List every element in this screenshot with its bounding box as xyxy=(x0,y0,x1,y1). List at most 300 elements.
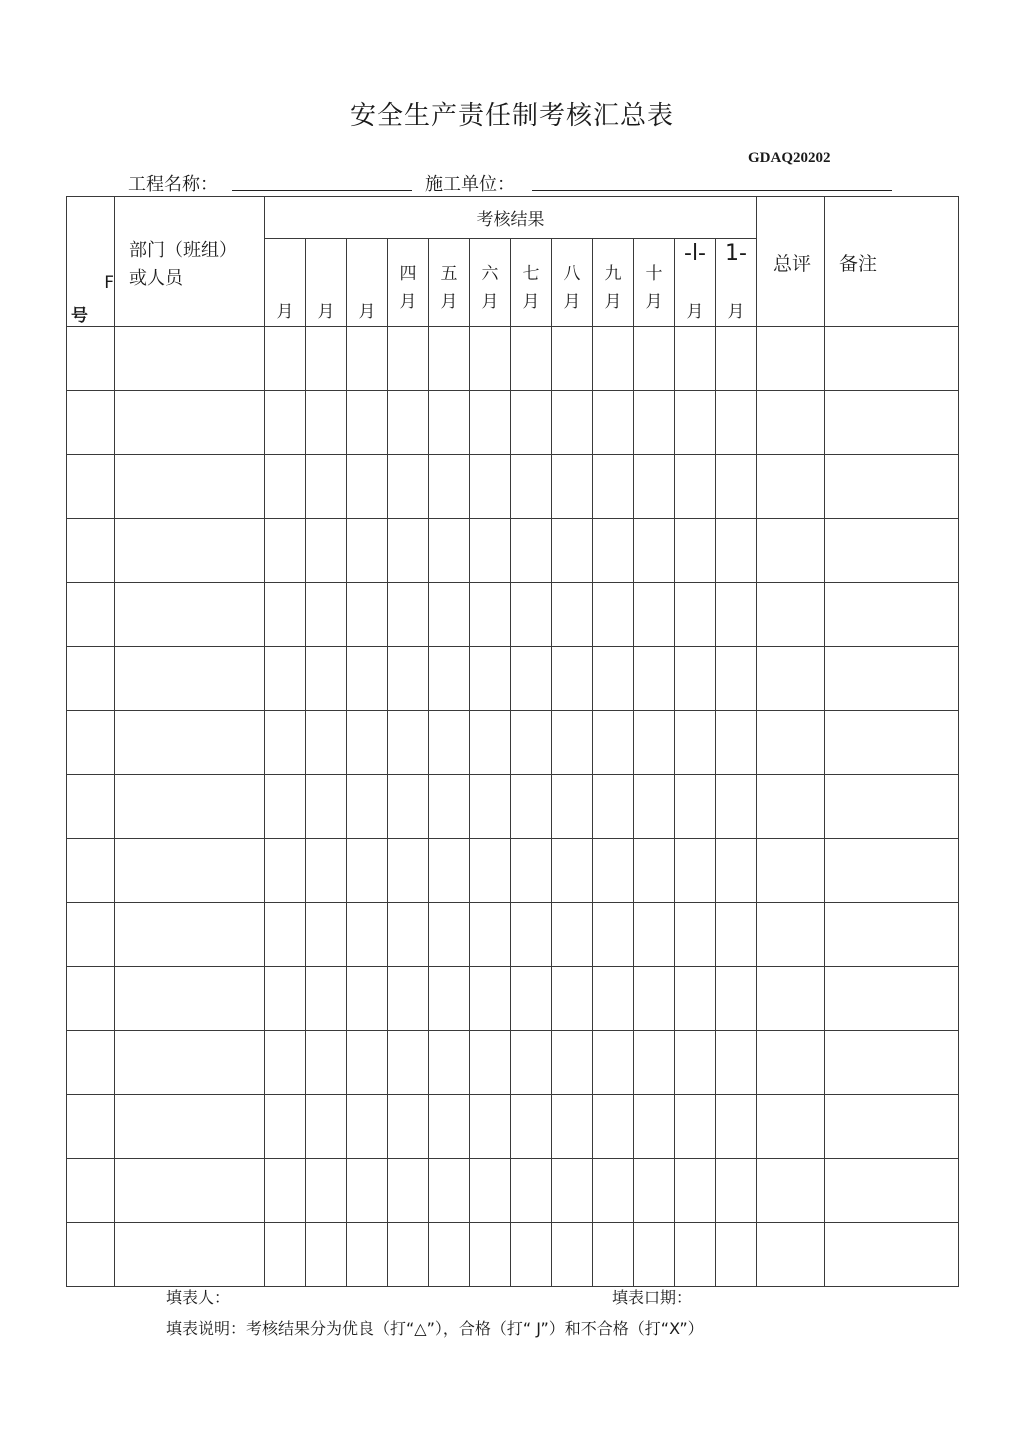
table-cell[interactable] xyxy=(67,903,115,967)
table-cell[interactable] xyxy=(825,1159,959,1223)
month-number: 十 xyxy=(645,264,663,284)
construction-unit-label: 施工单位： xyxy=(425,174,515,195)
table-cell[interactable] xyxy=(552,455,593,519)
table-row xyxy=(67,903,959,967)
month-number: 五 xyxy=(440,264,458,284)
table-cell[interactable] xyxy=(306,519,347,583)
table-cell[interactable] xyxy=(347,647,388,711)
table-cell[interactable] xyxy=(675,1031,716,1095)
table-cell[interactable] xyxy=(511,1031,552,1095)
table-cell[interactable] xyxy=(115,519,265,583)
table-cell[interactable] xyxy=(716,647,757,711)
table-cell[interactable] xyxy=(825,711,959,775)
table-cell[interactable] xyxy=(675,519,716,583)
table-cell[interactable] xyxy=(552,327,593,391)
table-cell[interactable] xyxy=(552,1159,593,1223)
table-cell[interactable] xyxy=(388,647,429,711)
table-cell[interactable] xyxy=(470,455,511,519)
table-cell[interactable] xyxy=(825,391,959,455)
table-cell[interactable] xyxy=(306,1223,347,1287)
table-cell[interactable] xyxy=(511,391,552,455)
table-cell[interactable] xyxy=(825,839,959,903)
table-cell[interactable] xyxy=(388,455,429,519)
month-header-5 xyxy=(429,239,470,327)
table-cell[interactable] xyxy=(825,647,959,711)
table-cell[interactable] xyxy=(115,327,265,391)
table-cell[interactable] xyxy=(115,967,265,1031)
table-cell[interactable] xyxy=(306,839,347,903)
month-number: 七 xyxy=(522,264,540,284)
table-cell[interactable] xyxy=(716,839,757,903)
table-cell[interactable] xyxy=(675,967,716,1031)
table-cell[interactable] xyxy=(265,839,306,903)
month-header-6 xyxy=(470,239,511,327)
table-cell[interactable] xyxy=(470,327,511,391)
table-cell[interactable] xyxy=(470,839,511,903)
table-cell[interactable] xyxy=(552,583,593,647)
table-cell[interactable] xyxy=(347,903,388,967)
table-cell[interactable] xyxy=(511,775,552,839)
table-cell[interactable] xyxy=(552,391,593,455)
table-cell[interactable] xyxy=(347,583,388,647)
table-cell[interactable] xyxy=(388,1031,429,1095)
table-cell[interactable] xyxy=(716,1159,757,1223)
table-cell[interactable] xyxy=(634,1095,675,1159)
table-cell[interactable] xyxy=(825,967,959,1031)
table-cell[interactable] xyxy=(552,1223,593,1287)
table-cell[interactable] xyxy=(306,711,347,775)
table-cell[interactable] xyxy=(67,391,115,455)
table-cell[interactable] xyxy=(675,1095,716,1159)
table-cell[interactable] xyxy=(593,967,634,1031)
table-cell[interactable] xyxy=(265,583,306,647)
table-cell[interactable] xyxy=(115,1159,265,1223)
fill-instructions: 填表说明：考核结果分为优良（打“△”），合格（打“ J”）和不合格（打“X”） xyxy=(166,1319,704,1338)
table-cell[interactable] xyxy=(511,1095,552,1159)
table-cell[interactable] xyxy=(429,967,470,1031)
table-cell[interactable] xyxy=(757,327,825,391)
table-cell[interactable] xyxy=(825,519,959,583)
table-cell[interactable] xyxy=(347,1223,388,1287)
table-cell[interactable] xyxy=(388,583,429,647)
table-cell[interactable] xyxy=(757,1223,825,1287)
table-cell[interactable] xyxy=(511,1159,552,1223)
table-cell[interactable] xyxy=(470,1031,511,1095)
table-cell[interactable] xyxy=(470,711,511,775)
table-cell[interactable] xyxy=(115,1031,265,1095)
table-cell[interactable] xyxy=(115,903,265,967)
table-cell[interactable] xyxy=(265,519,306,583)
table-cell[interactable] xyxy=(593,1159,634,1223)
month-header-1 xyxy=(265,239,306,327)
table-cell[interactable] xyxy=(67,455,115,519)
table-cell[interactable] xyxy=(593,519,634,583)
month-number: 四 xyxy=(399,264,417,284)
table-cell[interactable] xyxy=(306,583,347,647)
table-cell[interactable] xyxy=(388,967,429,1031)
table-cell[interactable] xyxy=(115,839,265,903)
table-cell[interactable] xyxy=(347,967,388,1031)
month-header-11 xyxy=(675,239,716,327)
table-cell[interactable] xyxy=(757,519,825,583)
month-header-12 xyxy=(716,239,757,327)
table-cell[interactable] xyxy=(265,647,306,711)
table-cell[interactable] xyxy=(634,903,675,967)
table-cell[interactable] xyxy=(675,711,716,775)
table-cell[interactable] xyxy=(675,1159,716,1223)
table-cell[interactable] xyxy=(825,583,959,647)
table-cell[interactable] xyxy=(67,775,115,839)
table-cell[interactable] xyxy=(388,775,429,839)
table-cell[interactable] xyxy=(470,519,511,583)
table-cell[interactable] xyxy=(388,839,429,903)
table-cell[interactable] xyxy=(115,1095,265,1159)
table-row xyxy=(67,711,959,775)
table-cell[interactable] xyxy=(716,583,757,647)
table-row xyxy=(67,327,959,391)
table-cell[interactable] xyxy=(265,327,306,391)
table-cell[interactable] xyxy=(675,327,716,391)
table-cell[interactable] xyxy=(675,1223,716,1287)
table-row xyxy=(67,391,959,455)
table-cell[interactable] xyxy=(757,455,825,519)
table-cell[interactable] xyxy=(757,839,825,903)
month-header-8 xyxy=(552,239,593,327)
remark-header-label: 备注 xyxy=(839,253,878,275)
table-cell[interactable] xyxy=(429,1031,470,1095)
remark-header xyxy=(825,197,959,327)
month-header-2 xyxy=(306,239,347,327)
table-cell[interactable] xyxy=(429,1223,470,1287)
table-cell[interactable] xyxy=(470,903,511,967)
table-cell[interactable] xyxy=(115,711,265,775)
table-cell[interactable] xyxy=(757,711,825,775)
table-cell[interactable] xyxy=(67,583,115,647)
table-cell[interactable] xyxy=(347,839,388,903)
table-cell[interactable] xyxy=(388,1095,429,1159)
table-cell[interactable] xyxy=(388,391,429,455)
table-cell[interactable] xyxy=(67,1159,115,1223)
table-cell[interactable] xyxy=(388,711,429,775)
table-cell[interactable] xyxy=(470,647,511,711)
table-cell[interactable] xyxy=(825,455,959,519)
table-cell[interactable] xyxy=(306,1095,347,1159)
table-cell[interactable] xyxy=(593,711,634,775)
table-cell[interactable] xyxy=(306,1031,347,1095)
table-cell[interactable] xyxy=(757,1095,825,1159)
table-cell[interactable] xyxy=(347,711,388,775)
table-cell[interactable] xyxy=(634,711,675,775)
table-cell[interactable] xyxy=(306,455,347,519)
table-cell[interactable] xyxy=(429,903,470,967)
table-cell[interactable] xyxy=(265,1095,306,1159)
month-header-10 xyxy=(634,239,675,327)
table-cell[interactable] xyxy=(511,967,552,1031)
dept-header-line2: 或人员 xyxy=(129,268,183,289)
table-cell[interactable] xyxy=(634,1159,675,1223)
table-cell[interactable] xyxy=(593,455,634,519)
table-cell[interactable] xyxy=(429,583,470,647)
table-cell[interactable] xyxy=(716,519,757,583)
table-cell[interactable] xyxy=(265,903,306,967)
table-cell[interactable] xyxy=(825,903,959,967)
table-cell[interactable] xyxy=(388,1159,429,1223)
table-cell[interactable] xyxy=(67,711,115,775)
table-cell[interactable] xyxy=(429,327,470,391)
table-cell[interactable] xyxy=(593,839,634,903)
table-cell[interactable] xyxy=(265,455,306,519)
month-suffix: 月 xyxy=(563,292,581,312)
table-cell[interactable] xyxy=(757,967,825,1031)
table-cell[interactable] xyxy=(634,455,675,519)
project-name-blank xyxy=(232,190,412,191)
table-cell[interactable] xyxy=(716,1031,757,1095)
table-cell[interactable] xyxy=(675,583,716,647)
table-cell[interactable] xyxy=(115,1223,265,1287)
table-cell[interactable] xyxy=(552,647,593,711)
table-cell[interactable] xyxy=(470,391,511,455)
table-cell[interactable] xyxy=(67,839,115,903)
table-cell[interactable] xyxy=(675,775,716,839)
table-cell[interactable] xyxy=(265,1031,306,1095)
table-row xyxy=(67,519,959,583)
table-cell[interactable] xyxy=(306,1159,347,1223)
table-cell[interactable] xyxy=(593,647,634,711)
table-cell[interactable] xyxy=(511,647,552,711)
table-cell[interactable] xyxy=(593,903,634,967)
month-suffix: 月 xyxy=(645,292,663,312)
month-number: 八 xyxy=(563,264,581,284)
month-suffix: 月 xyxy=(522,292,540,312)
table-cell[interactable] xyxy=(265,775,306,839)
table-cell[interactable] xyxy=(429,1159,470,1223)
month-number: 1- xyxy=(725,241,747,266)
table-cell[interactable] xyxy=(593,775,634,839)
result-header: 考核结果 xyxy=(265,197,757,239)
table-cell[interactable] xyxy=(716,1223,757,1287)
table-cell[interactable] xyxy=(306,775,347,839)
table-cell[interactable] xyxy=(306,647,347,711)
table-cell[interactable] xyxy=(115,455,265,519)
dept-header xyxy=(115,197,265,327)
table-cell[interactable] xyxy=(634,327,675,391)
table-cell[interactable] xyxy=(593,327,634,391)
table-cell[interactable] xyxy=(429,711,470,775)
table-cell[interactable] xyxy=(634,775,675,839)
table-cell[interactable] xyxy=(716,903,757,967)
table-cell[interactable] xyxy=(716,1095,757,1159)
table-cell[interactable] xyxy=(470,583,511,647)
table-cell[interactable] xyxy=(388,903,429,967)
table-cell[interactable] xyxy=(470,967,511,1031)
table-row xyxy=(67,1223,959,1287)
table-cell[interactable] xyxy=(716,455,757,519)
table-cell[interactable] xyxy=(757,647,825,711)
table-cell[interactable] xyxy=(634,1223,675,1287)
table-cell[interactable] xyxy=(429,647,470,711)
table-cell[interactable] xyxy=(67,327,115,391)
fill-date-label: 填表口期： xyxy=(612,1288,693,1307)
month-suffix: 月 xyxy=(276,302,294,322)
table-cell[interactable] xyxy=(115,391,265,455)
table-cell[interactable] xyxy=(115,775,265,839)
table-cell[interactable] xyxy=(825,775,959,839)
month-suffix: 月 xyxy=(727,302,745,322)
table-row xyxy=(67,583,959,647)
table-cell[interactable] xyxy=(115,647,265,711)
month-number: 九 xyxy=(604,264,622,284)
table-cell[interactable] xyxy=(825,1223,959,1287)
table-row xyxy=(67,1159,959,1223)
assessment-table xyxy=(66,196,959,1287)
table-cell[interactable] xyxy=(306,327,347,391)
table-cell[interactable] xyxy=(429,775,470,839)
table-cell[interactable] xyxy=(511,327,552,391)
table-cell[interactable] xyxy=(716,327,757,391)
table-cell[interactable] xyxy=(511,711,552,775)
table-cell[interactable] xyxy=(716,967,757,1031)
month-suffix: 月 xyxy=(317,302,335,322)
table-cell[interactable] xyxy=(675,903,716,967)
table-cell[interactable] xyxy=(470,1095,511,1159)
table-cell[interactable] xyxy=(67,1223,115,1287)
table-cell[interactable] xyxy=(757,1159,825,1223)
table-cell[interactable] xyxy=(115,583,265,647)
table-cell[interactable] xyxy=(265,1223,306,1287)
form-title: 安全生产责任制考核汇总表 xyxy=(349,101,674,131)
dept-header-line1: 部门（班组） xyxy=(129,240,237,261)
table-cell[interactable] xyxy=(757,583,825,647)
table-cell[interactable] xyxy=(552,519,593,583)
table-cell[interactable] xyxy=(716,391,757,455)
month-number: -l- xyxy=(684,241,706,266)
table-cell[interactable] xyxy=(716,711,757,775)
table-cell[interactable] xyxy=(347,1095,388,1159)
table-cell[interactable] xyxy=(429,1095,470,1159)
table-cell[interactable] xyxy=(67,519,115,583)
table-cell[interactable] xyxy=(347,519,388,583)
table-cell[interactable] xyxy=(429,391,470,455)
table-cell[interactable] xyxy=(675,647,716,711)
table-cell[interactable] xyxy=(634,839,675,903)
table-cell[interactable] xyxy=(347,1031,388,1095)
table-cell[interactable] xyxy=(306,967,347,1031)
table-cell[interactable] xyxy=(470,1223,511,1287)
table-cell[interactable] xyxy=(825,1031,959,1095)
table-cell[interactable] xyxy=(552,903,593,967)
table-cell[interactable] xyxy=(825,1095,959,1159)
table-cell[interactable] xyxy=(757,903,825,967)
table-cell[interactable] xyxy=(347,391,388,455)
table-cell[interactable] xyxy=(388,519,429,583)
table-cell[interactable] xyxy=(429,455,470,519)
table-cell[interactable] xyxy=(552,711,593,775)
total-header-label: 总评 xyxy=(773,253,812,275)
month-header-3 xyxy=(347,239,388,327)
table-cell[interactable] xyxy=(593,583,634,647)
table-cell[interactable] xyxy=(347,455,388,519)
table-cell[interactable] xyxy=(67,1031,115,1095)
month-number: 六 xyxy=(481,264,499,284)
table-cell[interactable] xyxy=(716,775,757,839)
table-cell[interactable] xyxy=(552,1095,593,1159)
table-row xyxy=(67,647,959,711)
table-cell[interactable] xyxy=(634,967,675,1031)
table-cell[interactable] xyxy=(67,647,115,711)
table-cell[interactable] xyxy=(552,775,593,839)
table-cell[interactable] xyxy=(511,519,552,583)
table-cell[interactable] xyxy=(675,391,716,455)
month-header-9 xyxy=(593,239,634,327)
table-cell[interactable] xyxy=(825,327,959,391)
table-cell[interactable] xyxy=(388,327,429,391)
table-cell[interactable] xyxy=(347,327,388,391)
table-cell[interactable] xyxy=(593,1223,634,1287)
table-cell[interactable] xyxy=(67,1095,115,1159)
table-cell[interactable] xyxy=(634,391,675,455)
table-cell[interactable] xyxy=(388,1223,429,1287)
table-cell[interactable] xyxy=(511,455,552,519)
project-name-label: 工程名称： xyxy=(128,174,218,195)
filler-label: 填表人： xyxy=(166,1288,231,1307)
table-cell[interactable] xyxy=(265,967,306,1031)
table-cell[interactable] xyxy=(634,647,675,711)
table-cell[interactable] xyxy=(306,391,347,455)
table-cell[interactable] xyxy=(429,519,470,583)
table-cell[interactable] xyxy=(511,903,552,967)
table-cell[interactable] xyxy=(552,839,593,903)
table-cell[interactable] xyxy=(757,391,825,455)
table-row xyxy=(67,1095,959,1159)
table-cell[interactable] xyxy=(675,455,716,519)
construction-unit-blank xyxy=(532,190,892,191)
month-header-7 xyxy=(511,239,552,327)
table-cell[interactable] xyxy=(347,775,388,839)
table-cell[interactable] xyxy=(265,1159,306,1223)
table-cell[interactable] xyxy=(429,839,470,903)
table-cell[interactable] xyxy=(347,1159,388,1223)
table-cell[interactable] xyxy=(511,1223,552,1287)
table-cell[interactable] xyxy=(511,839,552,903)
month-suffix: 月 xyxy=(358,302,376,322)
table-cell[interactable] xyxy=(552,967,593,1031)
table-row xyxy=(67,775,959,839)
seq-header xyxy=(67,197,115,327)
table-cell[interactable] xyxy=(265,711,306,775)
table-cell[interactable] xyxy=(593,1095,634,1159)
month-suffix: 月 xyxy=(440,292,458,312)
table-cell[interactable] xyxy=(634,583,675,647)
table-cell[interactable] xyxy=(470,1159,511,1223)
table-cell[interactable] xyxy=(593,391,634,455)
table-cell[interactable] xyxy=(511,583,552,647)
table-cell[interactable] xyxy=(552,1031,593,1095)
table-cell[interactable] xyxy=(306,903,347,967)
table-cell[interactable] xyxy=(757,1031,825,1095)
month-suffix: 月 xyxy=(399,292,417,312)
table-cell[interactable] xyxy=(634,519,675,583)
table-cell[interactable] xyxy=(675,839,716,903)
table-cell[interactable] xyxy=(67,967,115,1031)
table-cell[interactable] xyxy=(593,1031,634,1095)
table-row xyxy=(67,1031,959,1095)
table-cell[interactable] xyxy=(470,775,511,839)
table-cell[interactable] xyxy=(265,391,306,455)
seq-header-char-top: F xyxy=(104,273,114,293)
table-row xyxy=(67,839,959,903)
table-cell[interactable] xyxy=(634,1031,675,1095)
table-cell[interactable] xyxy=(757,775,825,839)
